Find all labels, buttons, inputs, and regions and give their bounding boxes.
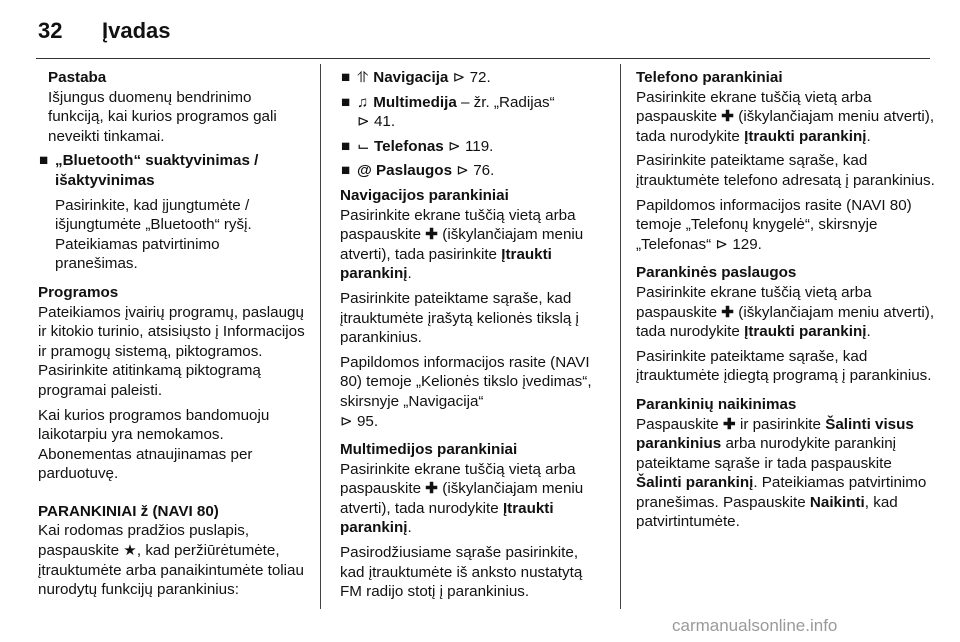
bluetooth-bullet [38,151,306,274]
mm-fav-para-2: Pasirodžiusiame sąraše pasirinkite, kad įtrauktumėte iš anksto nustatytą FM radijo stotį į parankinius. [340,544,583,601]
add-favourite-label: Įtraukti parankinį [744,127,867,145]
page-ref: 72. [469,69,491,86]
item-label: Telefonas [373,137,444,155]
note-title: Pastaba [48,69,107,86]
favourites-title: PARANKINIAI ž (NAVI 80) [38,502,219,520]
page-title: Įvadas [102,18,171,43]
add-favourite-label: Įtraukti parankinį [340,245,552,283]
nav-fav-text-2: (iškylančiajam meniu atverti), tada pasirinkite [340,226,584,263]
page-ref: 129. [732,235,762,253]
column-3: Telefono parankiniai Pasirinkite ekrane tuščią vietą arba paspauskite ✚ (iškylančiajam meniu atverti), tada nurodykite Įtraukti parankinį. Pasirinkite pateiktame sąraše, kad įtrauktumėte telefono adresatą į parankinius. Papildomos informacijos rasite (NAVI 80) temoje „Telefonų knygelė“, skirsnyje „Telefonas“ ⊳ 129. Parankinės paslaugos Pasirinkite ekrane tuščią vietą arba paspauskite ✚ (iškylančiajam meniu atverti), tada nurodykite Įtraukti parankinį. Pasirinkite pateiktame sąraše, kad įtrauktumėte įdiegtą programą į parankinius. Parankinių naikinimas Paspauskite ✚ ir pasirinkite Šalinti visus parankinius arba nurodykite parankinį pateiktame sąraše ir tada paspauskite Šalinti parankinį. Pateikiamas patvirtinimo pranešimas. Paspauskite Naikinti, kad patvirtintumėte. [636,69,935,531]
svc-fav-para-2: Pasirinkite pateiktame sąraše, kad įtrauktumėte įdiegtą programą į parankinius. [636,347,932,385]
list-item-paslaugos [340,161,602,181]
phone-favourites-title: Telefono parankiniai [636,69,783,86]
bluetooth-text: Pasirinkite, kad įjungtumėte / išjungtumėte „Bluetooth“ ryšį. Pateikiamas patvirtinimo pranešimas. [55,196,252,273]
phone-icon: ⌙ [357,137,370,155]
arrow-icon: ⊳ [447,137,461,155]
column-1 [38,68,306,600]
navigation-icon: ⥣ [357,69,369,86]
plus-icon: ✚ [722,415,736,433]
note-box [38,68,306,146]
column-divider-1 [320,64,321,609]
column-divider-2 [620,64,621,609]
delete-favourite-label: Šalinti parankinį [636,474,754,492]
note-text: Išjungus duomenų bendrinimo funkciją, kai kurios programos gali neveikti tinkamai. [48,88,277,145]
plus-icon: ✚ [721,108,735,126]
plus-icon: ✚ [425,480,439,498]
column-2: ■ ⥣ Navigacija ⊳ 72. ■ ♫ Multimedija – žr. „Radijas“ ⊳ 41. ■ ⌙ Telefonas ⊳ 119. ■ @ Paslaugos ⊳ 76. Navigacijos parankiniai Pasirinkite ekrane tuščią vietą arba paspauskite ✚ (iškylančiajam meniu atverti), tada pasirinkite Įtraukti parankinį. Pasirinkite pateiktame sąraše, kad įtrauktumėte įrašytą kelionės tikslą į parankinius. Papildomos informacijos rasite (NAVI 80) temoje „Kelionės tikslo įvedimas“, skirsnyje „Navigacija“ ⊳ 95. Multimedijos parankiniai Pasirinkite ekrane tuščią vietą arba paspauskite ✚ (iškylančiajam meniu atverti), tada nurodykite Įtraukti parankinį. Pasirodžiusiame sąraše pasirinkite, kad įtrauktumėte iš anksto nustatytą FM radijo stotį į parankinius. [340,68,602,602]
tel-fav-text-2: (iškylančiajam meniu atverti), tada nurodykite [636,108,935,145]
arrow-icon: ⊳ [340,412,353,430]
nav-fav-para-3: Papildomos informacijos rasite (NAVI 80) temoje „Kelionės tikslo įvedimas“, skirsnyje „Navigacija“ [340,353,592,410]
tel-fav-para-3: Papildomos informacijos rasite (NAVI 80) temoje „Telefonų knygelė“, skirsnyje „Telefonas“ [636,196,912,253]
add-favourite-label: Įtraukti parankinį [744,323,867,341]
del-text-4: Pateikiamas patvirtinimo pranešimas. Paspauskite [636,474,927,511]
list-item-navigacija [340,68,602,88]
page-ref: 41. [373,113,396,131]
delete-label: Naikinti [809,493,865,511]
watermark: carmanualsonline.info [672,616,838,635]
bluetooth-heading: „Bluetooth“ suaktyvinimas / išaktyvinimas [55,152,259,189]
del-text-2: ir pasirinkite [739,415,821,433]
arrow-icon: ⊳ [715,235,729,253]
page-ref: 95. [356,412,379,430]
arrow-icon: ⊳ [452,69,466,86]
bullet-square: ■ [341,137,351,155]
tel-fav-para-2: Pasirinkite pateiktame sąraše, kad įtrauktumėte telefono adresatą į parankinius. [636,152,935,189]
delete-all-label: Šalinti visus parankinius [636,415,914,453]
page-ref: 76. [473,162,495,180]
apps-title: Programos [38,283,119,301]
apps-text: Pateikiamos įvairių programų, paslaugų ir kitokio turinio, atsisiųsto į Informacijos ir pramogų sistemą, piktogramos. Pasirinkite atitinkamą piktogramą programai paleisti. [38,303,305,399]
nav-favourites-title: Navigacijos parankiniai [340,186,509,204]
mm-fav-text-2: (iškylančiajam meniu atverti), tada nurodykite [340,480,584,517]
item-ref-text: – žr. „Radijas“ [461,93,555,111]
item-label: Paslaugos [376,162,453,180]
arrow-icon: ⊳ [456,162,469,180]
svc-fav-text-2: (iškylančiajam meniu atverti), tada nurodykite [636,303,935,341]
add-favourite-label: Įtraukti parankinį [340,499,554,537]
music-note-icon: ♫ [357,93,369,111]
delete-favourites-title: Parankinių naikinimas [636,395,797,413]
list-item-multimedija [340,93,602,132]
page-number: 32 [38,18,63,43]
service-favourites-title: Parankinės paslaugos [636,264,797,282]
favourites-text: Kai rodomas pradžios puslapis, paspauskite ★, kad peržiūrėtumėte, įtrauktumėte arba panaikintumėte toliau nurodytų funkcijų parankinius: [38,522,304,599]
at-icon: @ [357,162,372,180]
tel-fav-text-1: Pasirinkite ekrane tuščią vietą arba paspauskite [636,88,872,126]
apps-text-2: Kai kurios programos bandomuoju laikotarpiu yra nemokamos. Abonementas atnaujinamas per parduotuvę. [38,406,270,483]
mm-fav-text-1: Pasirinkite ekrane tuščią vietą arba paspauskite [340,460,576,498]
bullet-square: ■ [341,69,351,86]
arrow-icon: ⊳ [357,113,370,131]
bullet-square: ■ [341,162,351,180]
plus-icon: ✚ [425,226,439,244]
item-label: Multimedija [373,93,457,111]
list-item-telefonas [340,137,602,157]
page-ref: 119. [464,137,494,155]
plus-icon: ✚ [721,303,735,321]
nav-fav-para-2: Pasirinkite pateiktame sąraše, kad įtrauktumėte įrašytą kelionės tikslą į parankinius. [340,289,579,347]
del-text-5: , kad patvirtintumėte. [636,493,898,531]
bullet-square: ■ [39,152,49,170]
del-text-3: arba nurodykite parankinį pateiktame sąraše ir tada paspauskite [636,435,897,472]
header-rule [36,58,930,59]
nav-fav-text-1: Pasirinkite ekrane tuščią vietą arba paspauskite [340,206,576,244]
media-favourites-title: Multimedijos parankiniai [340,441,518,459]
page-header [0,0,960,62]
del-text-1: Paspauskite [636,415,719,433]
svc-fav-text-1: Pasirinkite ekrane tuščią vietą arba paspauskite [636,283,872,321]
bullet-square: ■ [341,93,351,111]
item-label: Navigacija [373,69,449,86]
